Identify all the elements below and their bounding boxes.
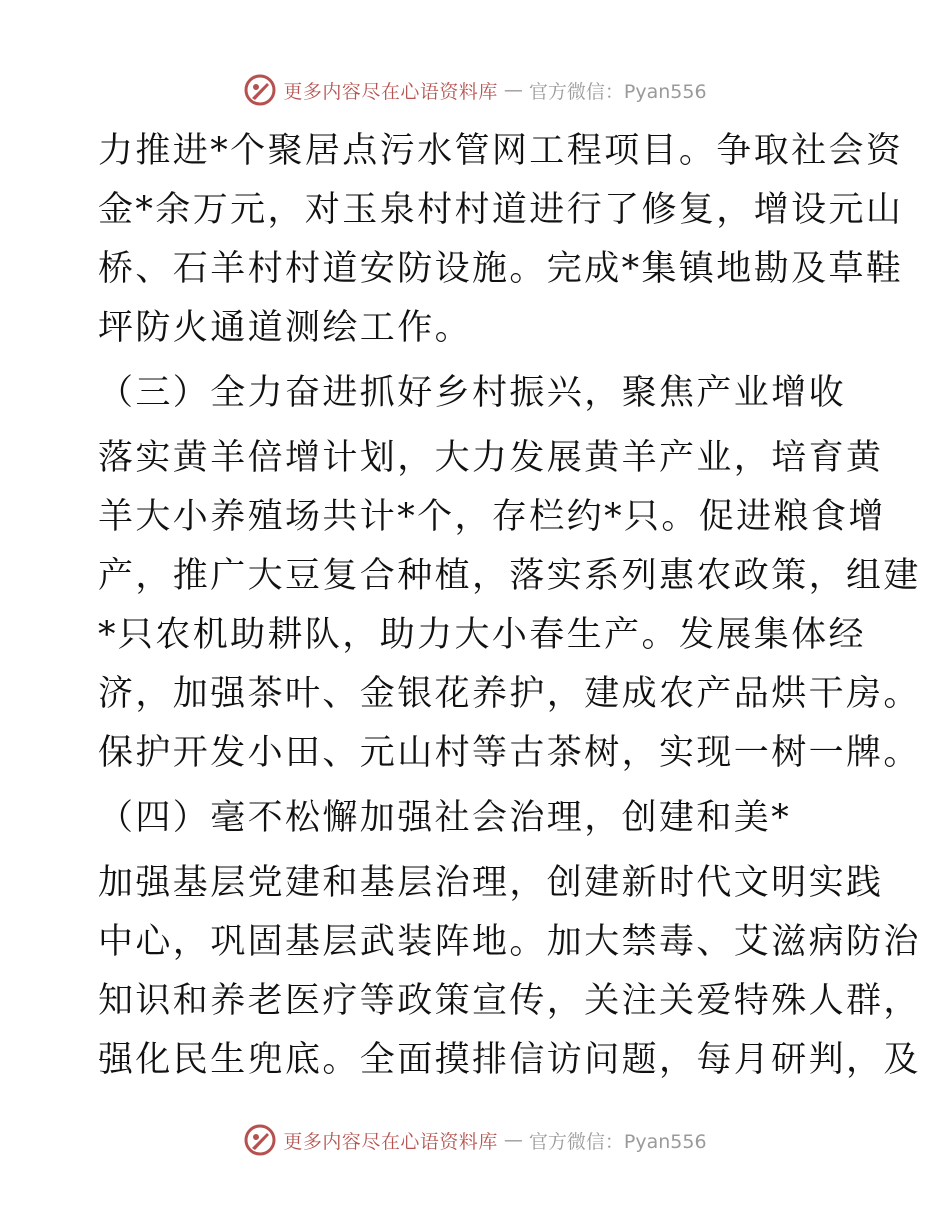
red-quill-logo-icon [243, 1123, 277, 1157]
body-line: 产，推广大豆复合种植，落实系列惠农政策，组建 [98, 556, 921, 596]
body-line: 落实黄羊倍增计划，大力发展黄羊产业，培育黄 [98, 438, 884, 478]
banner-site-text: 更多内容尽在心语资料库 [283, 80, 498, 103]
footer-watermark-banner [0, 1120, 950, 1160]
banner-separator: — [503, 1129, 523, 1151]
body-line: 坪防火通道测绘工作。 [98, 308, 473, 348]
body-line: 知识和养老医疗等政策宣传，关注关爱特殊人群， [98, 981, 921, 1021]
body-line: 中心，巩固基层武装阵地。加大禁毒、艾滋病防治 [98, 922, 921, 962]
banner-separator: — [503, 79, 523, 101]
body-line: *只农机助耕队，助力大小春生产。发展集体经 [98, 615, 866, 655]
body-line: 羊大小养殖场共计*个，存栏约*只。促进粮食增 [98, 497, 886, 537]
body-line: 济，加强茶叶、金银花养护，建成农产品烘干房。 [98, 674, 921, 714]
document-body [98, 122, 921, 1090]
body-line: 强化民生兜底。全面摸排信访问题，每月研判，及 [98, 1040, 921, 1080]
body-line: 加强基层党建和基层治理，创建新时代文明实践 [98, 863, 884, 903]
banner-wechat-text: 官方微信：Pyan556 [528, 1130, 707, 1153]
banner-wechat-text: 官方微信：Pyan556 [528, 80, 707, 103]
body-line: 保护开发小田、元山村等古茶树，实现一树一牌。 [98, 733, 921, 773]
banner-site-text: 更多内容尽在心语资料库 [283, 1130, 498, 1153]
header-watermark-banner [0, 70, 950, 110]
body-line: 桥、石羊村村道安防设施。完成*集镇地勘及草鞋 [98, 249, 904, 289]
body-line: 金*余万元，对玉泉村村道进行了修复，增设元山 [98, 190, 904, 230]
section-heading-4: （四）毫不松懈加强社会治理，创建和美* [98, 798, 792, 838]
section-heading-3: （三）全力奋进抓好乡村振兴，聚焦产业增收 [98, 373, 847, 413]
body-line: 力推进*个聚居点污水管网工程项目。争取社会资 [98, 131, 904, 171]
red-quill-logo-icon [243, 73, 277, 107]
